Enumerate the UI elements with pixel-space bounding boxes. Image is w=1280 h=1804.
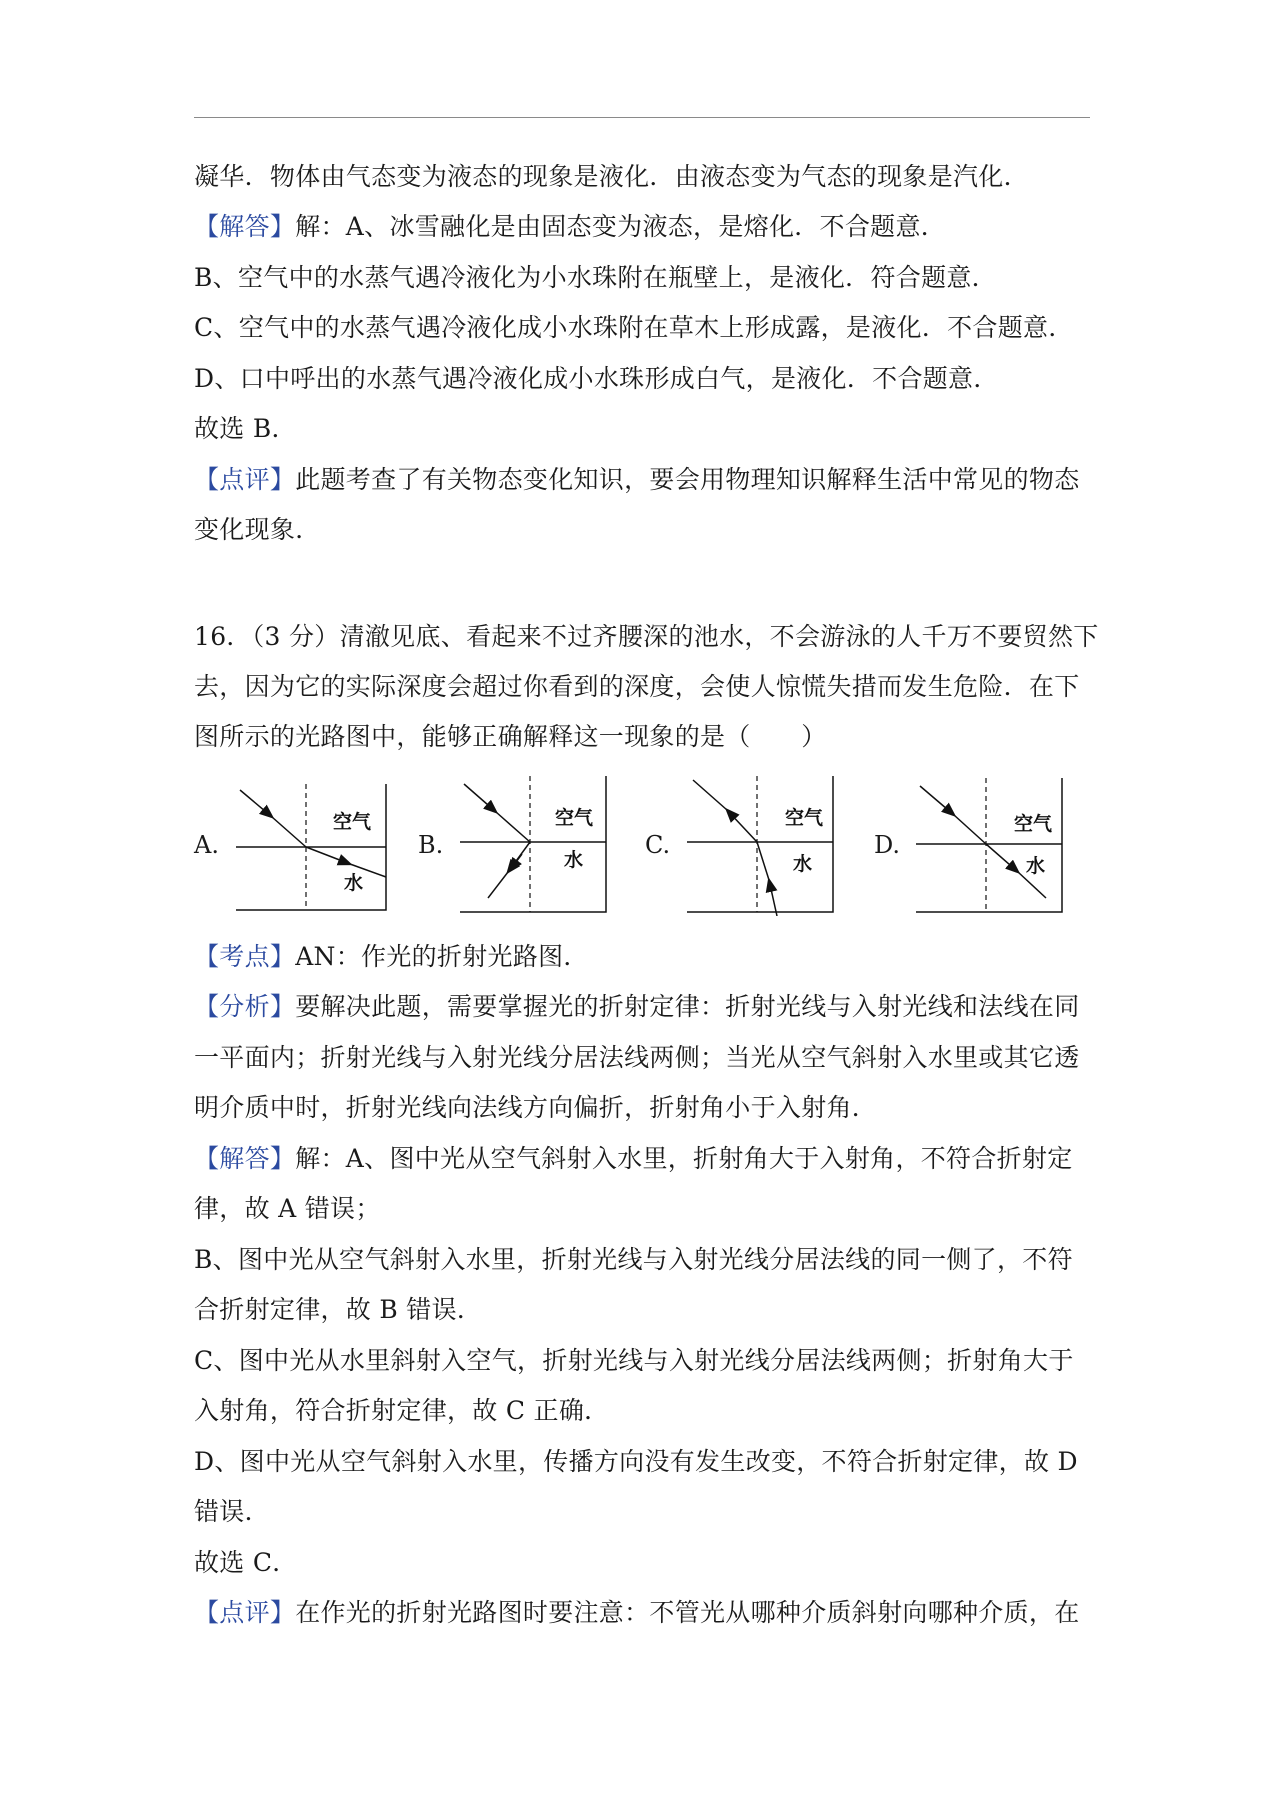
text-line: 变化现象． — [194, 515, 321, 544]
water-label: 水 — [1026, 855, 1046, 877]
option-d-label: D. — [874, 831, 901, 859]
analysis-tag: 【分析】 — [194, 992, 296, 1021]
text-line: 故选 B． — [194, 414, 297, 443]
air-label: 空气 — [785, 807, 824, 829]
text-line: B、空气中的水蒸气遇冷液化为小水珠附在瓶壁上，是液化．符合题意． — [194, 263, 997, 292]
option-c-diagram — [687, 776, 837, 916]
text-line: B、图中光从空气斜射入水里，折射光线与入射光线分居法线的同一侧了，不符 — [194, 1245, 1073, 1274]
comment-line: 【点评】在作光的折射光路图时要注意：不管光从哪种介质斜射向哪种介质，在 — [194, 1598, 1080, 1627]
answer-tag: 【解答】 — [194, 212, 296, 241]
text-line: 明介质中时，折射光线向法线方向偏折，折射角小于入射角． — [194, 1093, 878, 1122]
air-label: 空气 — [333, 811, 372, 833]
option-a-diagram — [236, 784, 390, 914]
option-b-diagram — [460, 776, 610, 916]
text-line: 错误． — [194, 1497, 270, 1526]
text-line: 律，故 A 错误； — [194, 1194, 381, 1223]
option-d-diagram — [916, 778, 1066, 916]
text-line: C、图中光从水里斜射入空气，折射光线与入射光线分居法线两侧；折射角大于 — [194, 1346, 1074, 1375]
answer-tag: 【解答】 — [194, 1144, 296, 1173]
text-line: 故选 C． — [194, 1548, 298, 1577]
water-label: 水 — [344, 872, 364, 894]
comment-tag: 【点评】 — [194, 1598, 296, 1627]
analysis-line: 【分析】要解决此题，需要掌握光的折射定律：折射光线与入射光线和法线在同 — [194, 992, 1080, 1021]
question-line: 图所示的光路图中，能够正确解释这一现象的是（ ） — [194, 722, 827, 751]
header-rule — [194, 117, 1090, 118]
comment-tag: 【点评】 — [194, 465, 296, 494]
answer-line: 【解答】解：A、图中光从空气斜射入水里，折射角大于入射角，不符合折射定 — [194, 1144, 1073, 1173]
option-c-label: C. — [645, 831, 671, 859]
answer-line: 【解答】解：A、冰雪融化是由固态变为液态，是熔化．不合题意． — [194, 212, 947, 241]
option-a-label: A. — [194, 831, 219, 859]
text-line: D、口中呼出的水蒸气遇冷液化成小水珠形成白气，是液化．不合题意． — [194, 364, 999, 393]
text-line: 一平面内；折射光线与入射光线分居法线两侧；当光从空气斜射入水里或其它透 — [194, 1043, 1080, 1072]
text-line: D、图中光从空气斜射入水里，传播方向没有发生改变，不符合折射定律，故 D — [194, 1447, 1078, 1476]
water-label: 水 — [564, 849, 584, 871]
air-label: 空气 — [555, 807, 594, 829]
text-line: 凝华．物体由气态变为液态的现象是液化．由液态变为气态的现象是汽化． — [194, 162, 1029, 191]
text-line: C、空气中的水蒸气遇冷液化成小水珠附在草木上形成露，是液化．不合题意． — [194, 313, 1074, 342]
water-label: 水 — [793, 853, 813, 875]
text-line: 入射角，符合折射定律，故 C 正确． — [194, 1396, 610, 1425]
kaodian-line: 【考点】AN：作光的折射光路图． — [194, 942, 589, 971]
kaodian-tag: 【考点】 — [194, 942, 296, 971]
text-line: 合折射定律，故 B 错误． — [194, 1295, 483, 1324]
option-b-label: B. — [418, 831, 444, 859]
air-label: 空气 — [1014, 813, 1053, 835]
comment-line: 【点评】此题考查了有关物态变化知识，要会用物理知识解释生活中常见的物态 — [194, 465, 1080, 494]
question-line: 去，因为它的实际深度会超过你看到的深度，会使人惊慌失措而发生危险．在下 — [194, 672, 1080, 701]
question-line: 16．（3 分）清澈见底、看起来不过齐腰深的池水，不会游泳的人千万不要贸然下 — [194, 622, 1099, 651]
